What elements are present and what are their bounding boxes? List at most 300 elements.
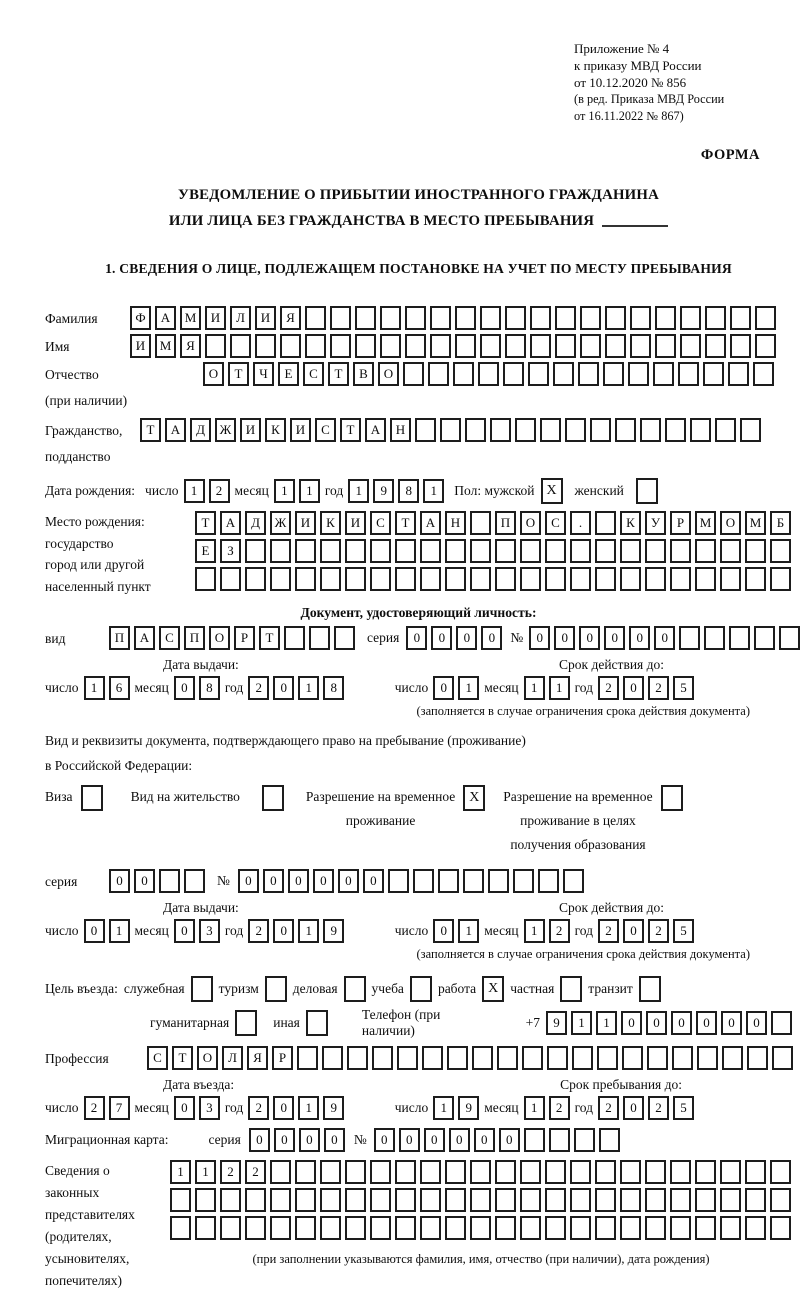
- char-cell[interactable]: [690, 418, 711, 442]
- char-cell[interactable]: 0: [338, 869, 359, 893]
- char-cell[interactable]: [747, 1046, 768, 1070]
- char-cell[interactable]: 0: [481, 626, 502, 650]
- char-cell[interactable]: [645, 1160, 666, 1184]
- char-cell[interactable]: [745, 1216, 766, 1240]
- char-cell[interactable]: С: [545, 511, 566, 535]
- char-cell[interactable]: 2: [248, 919, 269, 943]
- char-cell[interactable]: [270, 539, 291, 563]
- char-cell[interactable]: [770, 1216, 791, 1240]
- char-cell[interactable]: О: [720, 511, 741, 535]
- char-cell[interactable]: 0: [424, 1128, 445, 1152]
- char-cell[interactable]: [563, 869, 584, 893]
- char-cell[interactable]: 8: [199, 676, 220, 700]
- char-cell[interactable]: 2: [549, 1096, 570, 1120]
- char-cell[interactable]: 0: [399, 1128, 420, 1152]
- char-cell[interactable]: [195, 1188, 216, 1212]
- char-cell[interactable]: Ж: [215, 418, 236, 442]
- char-cell[interactable]: [720, 1188, 741, 1212]
- char-cell[interactable]: З: [220, 539, 241, 563]
- char-cell[interactable]: [605, 334, 626, 358]
- char-cell[interactable]: [395, 1160, 416, 1184]
- char-cell[interactable]: Т: [140, 418, 161, 442]
- char-cell[interactable]: [320, 1188, 341, 1212]
- char-cell[interactable]: М: [180, 306, 201, 330]
- char-cell[interactable]: [480, 334, 501, 358]
- char-cell[interactable]: [295, 1188, 316, 1212]
- char-cell[interactable]: [620, 539, 641, 563]
- char-cell[interactable]: [720, 1160, 741, 1184]
- char-cell[interactable]: [422, 1046, 443, 1070]
- char-cell[interactable]: 1: [299, 479, 320, 503]
- char-cell[interactable]: [470, 539, 491, 563]
- char-cell[interactable]: [430, 306, 451, 330]
- char-cell[interactable]: [420, 567, 441, 591]
- char-cell[interactable]: [704, 626, 725, 650]
- char-cell[interactable]: 3: [199, 919, 220, 943]
- char-cell[interactable]: [205, 334, 226, 358]
- char-cell[interactable]: 9: [373, 479, 394, 503]
- char-cell[interactable]: 2: [648, 676, 669, 700]
- char-cell[interactable]: 1: [524, 676, 545, 700]
- char-cell[interactable]: [270, 1160, 291, 1184]
- char-cell[interactable]: 9: [546, 1011, 567, 1035]
- char-cell[interactable]: [428, 362, 449, 386]
- char-cell[interactable]: [745, 1160, 766, 1184]
- char-cell[interactable]: 0: [406, 626, 427, 650]
- char-cell[interactable]: 0: [174, 1096, 195, 1120]
- char-cell[interactable]: 1: [84, 676, 105, 700]
- char-cell[interactable]: [159, 869, 180, 893]
- char-cell[interactable]: 0: [474, 1128, 495, 1152]
- char-cell[interactable]: [445, 1216, 466, 1240]
- char-cell[interactable]: 0: [263, 869, 284, 893]
- char-cell[interactable]: [270, 567, 291, 591]
- char-cell[interactable]: 0: [274, 1128, 295, 1152]
- char-cell[interactable]: 0: [313, 869, 334, 893]
- char-cell[interactable]: М: [745, 511, 766, 535]
- char-cell[interactable]: [530, 334, 551, 358]
- char-cell[interactable]: О: [197, 1046, 218, 1070]
- char-cell[interactable]: 0: [449, 1128, 470, 1152]
- char-cell[interactable]: 2: [598, 676, 619, 700]
- char-cell[interactable]: [730, 306, 751, 330]
- char-cell[interactable]: [522, 1046, 543, 1070]
- char-cell[interactable]: 1: [524, 919, 545, 943]
- purpose-tourism-checkbox[interactable]: [265, 976, 287, 1002]
- char-cell[interactable]: 1: [549, 676, 570, 700]
- char-cell[interactable]: [730, 334, 751, 358]
- char-cell[interactable]: 5: [673, 676, 694, 700]
- char-cell[interactable]: И: [345, 511, 366, 535]
- char-cell[interactable]: 2: [248, 1096, 269, 1120]
- char-cell[interactable]: Р: [234, 626, 255, 650]
- char-cell[interactable]: [595, 1216, 616, 1240]
- sex-female-checkbox[interactable]: [636, 478, 658, 504]
- char-cell[interactable]: [722, 1046, 743, 1070]
- char-cell[interactable]: [597, 1046, 618, 1070]
- char-cell[interactable]: [397, 1046, 418, 1070]
- char-cell[interactable]: [297, 1046, 318, 1070]
- char-cell[interactable]: [655, 306, 676, 330]
- char-cell[interactable]: [545, 539, 566, 563]
- char-cell[interactable]: [345, 1216, 366, 1240]
- char-cell[interactable]: [370, 539, 391, 563]
- char-cell[interactable]: 1: [298, 919, 319, 943]
- char-cell[interactable]: [270, 1188, 291, 1212]
- char-cell[interactable]: 2: [209, 479, 230, 503]
- char-cell[interactable]: С: [370, 511, 391, 535]
- char-cell[interactable]: 0: [324, 1128, 345, 1152]
- char-cell[interactable]: 0: [746, 1011, 767, 1035]
- char-cell[interactable]: 0: [721, 1011, 742, 1035]
- char-cell[interactable]: [515, 418, 536, 442]
- char-cell[interactable]: И: [240, 418, 261, 442]
- char-cell[interactable]: Л: [230, 306, 251, 330]
- char-cell[interactable]: [420, 1160, 441, 1184]
- char-cell[interactable]: [740, 418, 761, 442]
- char-cell[interactable]: [470, 567, 491, 591]
- char-cell[interactable]: [345, 1188, 366, 1212]
- char-cell[interactable]: [380, 334, 401, 358]
- char-cell[interactable]: [553, 362, 574, 386]
- purpose-transit-checkbox[interactable]: [639, 976, 661, 1002]
- char-cell[interactable]: [672, 1046, 693, 1070]
- char-cell[interactable]: [370, 1216, 391, 1240]
- char-cell[interactable]: [520, 1160, 541, 1184]
- char-cell[interactable]: Т: [195, 511, 216, 535]
- char-cell[interactable]: [645, 567, 666, 591]
- char-cell[interactable]: [284, 626, 305, 650]
- char-cell[interactable]: С: [315, 418, 336, 442]
- char-cell[interactable]: 1: [596, 1011, 617, 1035]
- char-cell[interactable]: [771, 1011, 792, 1035]
- char-cell[interactable]: [520, 567, 541, 591]
- char-cell[interactable]: [578, 362, 599, 386]
- char-cell[interactable]: О: [520, 511, 541, 535]
- char-cell[interactable]: [320, 1160, 341, 1184]
- char-cell[interactable]: 1: [298, 1096, 319, 1120]
- char-cell[interactable]: [255, 334, 276, 358]
- char-cell[interactable]: 1: [458, 676, 479, 700]
- char-cell[interactable]: [770, 1160, 791, 1184]
- char-cell[interactable]: [620, 1188, 641, 1212]
- char-cell[interactable]: М: [155, 334, 176, 358]
- char-cell[interactable]: [345, 567, 366, 591]
- char-cell[interactable]: [770, 567, 791, 591]
- char-cell[interactable]: [380, 306, 401, 330]
- char-cell[interactable]: [595, 539, 616, 563]
- char-cell[interactable]: [570, 1160, 591, 1184]
- char-cell[interactable]: Т: [259, 626, 280, 650]
- char-cell[interactable]: [184, 869, 205, 893]
- char-cell[interactable]: П: [109, 626, 130, 650]
- char-cell[interactable]: [620, 1216, 641, 1240]
- char-cell[interactable]: 1: [458, 919, 479, 943]
- char-cell[interactable]: [334, 626, 355, 650]
- char-cell[interactable]: [320, 567, 341, 591]
- char-cell[interactable]: [645, 539, 666, 563]
- char-cell[interactable]: 0: [84, 919, 105, 943]
- char-cell[interactable]: [720, 1216, 741, 1240]
- char-cell[interactable]: 0: [374, 1128, 395, 1152]
- char-cell[interactable]: [245, 1216, 266, 1240]
- char-cell[interactable]: 0: [623, 1096, 644, 1120]
- char-cell[interactable]: [330, 334, 351, 358]
- char-cell[interactable]: [574, 1128, 595, 1152]
- char-cell[interactable]: [463, 869, 484, 893]
- char-cell[interactable]: [770, 539, 791, 563]
- char-cell[interactable]: [647, 1046, 668, 1070]
- purpose-private-checkbox[interactable]: [560, 976, 582, 1002]
- char-cell[interactable]: 2: [84, 1096, 105, 1120]
- char-cell[interactable]: [680, 334, 701, 358]
- char-cell[interactable]: 1: [195, 1160, 216, 1184]
- char-cell[interactable]: [549, 1128, 570, 1152]
- char-cell[interactable]: [347, 1046, 368, 1070]
- char-cell[interactable]: 0: [646, 1011, 667, 1035]
- char-cell[interactable]: П: [184, 626, 205, 650]
- char-cell[interactable]: 0: [174, 676, 195, 700]
- char-cell[interactable]: [403, 362, 424, 386]
- char-cell[interactable]: 1: [109, 919, 130, 943]
- char-cell[interactable]: [447, 1046, 468, 1070]
- char-cell[interactable]: Л: [222, 1046, 243, 1070]
- char-cell[interactable]: [720, 539, 741, 563]
- char-cell[interactable]: [570, 567, 591, 591]
- char-cell[interactable]: [630, 334, 651, 358]
- char-cell[interactable]: [495, 1160, 516, 1184]
- char-cell[interactable]: 2: [549, 919, 570, 943]
- char-cell[interactable]: [470, 511, 491, 535]
- char-cell[interactable]: Я: [247, 1046, 268, 1070]
- char-cell[interactable]: [545, 567, 566, 591]
- char-cell[interactable]: 0: [529, 626, 550, 650]
- char-cell[interactable]: Е: [278, 362, 299, 386]
- char-cell[interactable]: [370, 567, 391, 591]
- char-cell[interactable]: 0: [109, 869, 130, 893]
- char-cell[interactable]: 0: [134, 869, 155, 893]
- char-cell[interactable]: [355, 334, 376, 358]
- char-cell[interactable]: [495, 1188, 516, 1212]
- char-cell[interactable]: [230, 334, 251, 358]
- char-cell[interactable]: 0: [621, 1011, 642, 1035]
- char-cell[interactable]: [524, 1128, 545, 1152]
- char-cell[interactable]: [670, 1216, 691, 1240]
- char-cell[interactable]: 2: [245, 1160, 266, 1184]
- char-cell[interactable]: [472, 1046, 493, 1070]
- char-cell[interactable]: [345, 539, 366, 563]
- char-cell[interactable]: А: [134, 626, 155, 650]
- purpose-official-checkbox[interactable]: [191, 976, 213, 1002]
- char-cell[interactable]: Ф: [130, 306, 151, 330]
- char-cell[interactable]: [503, 362, 524, 386]
- char-cell[interactable]: [620, 567, 641, 591]
- char-cell[interactable]: [405, 334, 426, 358]
- char-cell[interactable]: [413, 869, 434, 893]
- purpose-humanitarian-checkbox[interactable]: [235, 1010, 257, 1036]
- purpose-business-checkbox[interactable]: [344, 976, 366, 1002]
- char-cell[interactable]: [570, 539, 591, 563]
- char-cell[interactable]: 1: [524, 1096, 545, 1120]
- char-cell[interactable]: [772, 1046, 793, 1070]
- char-cell[interactable]: 9: [323, 919, 344, 943]
- char-cell[interactable]: [330, 306, 351, 330]
- char-cell[interactable]: [270, 1216, 291, 1240]
- char-cell[interactable]: Д: [190, 418, 211, 442]
- char-cell[interactable]: 0: [299, 1128, 320, 1152]
- char-cell[interactable]: [655, 334, 676, 358]
- char-cell[interactable]: [530, 306, 551, 330]
- char-cell[interactable]: [565, 418, 586, 442]
- char-cell[interactable]: Т: [172, 1046, 193, 1070]
- char-cell[interactable]: 5: [673, 919, 694, 943]
- char-cell[interactable]: 2: [648, 919, 669, 943]
- char-cell[interactable]: И: [205, 306, 226, 330]
- char-cell[interactable]: 0: [579, 626, 600, 650]
- char-cell[interactable]: [490, 418, 511, 442]
- char-cell[interactable]: [395, 1216, 416, 1240]
- char-cell[interactable]: [670, 567, 691, 591]
- char-cell[interactable]: [670, 1188, 691, 1212]
- char-cell[interactable]: 0: [433, 676, 454, 700]
- char-cell[interactable]: [455, 306, 476, 330]
- char-cell[interactable]: 3: [199, 1096, 220, 1120]
- char-cell[interactable]: [370, 1188, 391, 1212]
- char-cell[interactable]: [245, 539, 266, 563]
- temp-residence-checkbox[interactable]: X: [463, 785, 485, 811]
- char-cell[interactable]: [703, 362, 724, 386]
- char-cell[interactable]: [728, 362, 749, 386]
- char-cell[interactable]: 0: [623, 919, 644, 943]
- char-cell[interactable]: 1: [298, 676, 319, 700]
- char-cell[interactable]: Ч: [253, 362, 274, 386]
- char-cell[interactable]: [680, 306, 701, 330]
- char-cell[interactable]: [695, 1188, 716, 1212]
- char-cell[interactable]: [595, 567, 616, 591]
- char-cell[interactable]: [345, 1160, 366, 1184]
- char-cell[interactable]: [438, 869, 459, 893]
- char-cell[interactable]: [572, 1046, 593, 1070]
- char-cell[interactable]: [679, 626, 700, 650]
- char-cell[interactable]: [420, 1216, 441, 1240]
- char-cell[interactable]: 5: [673, 1096, 694, 1120]
- char-cell[interactable]: К: [620, 511, 641, 535]
- char-cell[interactable]: [595, 1160, 616, 1184]
- char-cell[interactable]: [755, 334, 776, 358]
- char-cell[interactable]: [395, 1188, 416, 1212]
- char-cell[interactable]: 0: [554, 626, 575, 650]
- char-cell[interactable]: [445, 567, 466, 591]
- visa-checkbox[interactable]: [81, 785, 103, 811]
- char-cell[interactable]: [665, 418, 686, 442]
- char-cell[interactable]: А: [220, 511, 241, 535]
- sex-male-checkbox[interactable]: X: [541, 478, 563, 504]
- char-cell[interactable]: 0: [273, 1096, 294, 1120]
- char-cell[interactable]: [470, 1216, 491, 1240]
- char-cell[interactable]: А: [155, 306, 176, 330]
- char-cell[interactable]: [170, 1188, 191, 1212]
- char-cell[interactable]: Т: [328, 362, 349, 386]
- char-cell[interactable]: [440, 418, 461, 442]
- char-cell[interactable]: [505, 334, 526, 358]
- char-cell[interactable]: [599, 1128, 620, 1152]
- char-cell[interactable]: [195, 567, 216, 591]
- char-cell[interactable]: 6: [109, 676, 130, 700]
- char-cell[interactable]: [555, 334, 576, 358]
- char-cell[interactable]: [295, 1216, 316, 1240]
- char-cell[interactable]: [695, 1160, 716, 1184]
- char-cell[interactable]: [729, 626, 750, 650]
- char-cell[interactable]: Я: [180, 334, 201, 358]
- char-cell[interactable]: [370, 1160, 391, 1184]
- char-cell[interactable]: [220, 1188, 241, 1212]
- char-cell[interactable]: [620, 1160, 641, 1184]
- char-cell[interactable]: К: [320, 511, 341, 535]
- char-cell[interactable]: [355, 306, 376, 330]
- char-cell[interactable]: О: [378, 362, 399, 386]
- char-cell[interactable]: 0: [456, 626, 477, 650]
- char-cell[interactable]: С: [303, 362, 324, 386]
- char-cell[interactable]: [547, 1046, 568, 1070]
- char-cell[interactable]: [670, 1160, 691, 1184]
- char-cell[interactable]: [745, 539, 766, 563]
- char-cell[interactable]: 2: [598, 1096, 619, 1120]
- char-cell[interactable]: 0: [238, 869, 259, 893]
- char-cell[interactable]: [580, 334, 601, 358]
- char-cell[interactable]: [570, 1188, 591, 1212]
- char-cell[interactable]: [430, 334, 451, 358]
- purpose-study-checkbox[interactable]: [410, 976, 432, 1002]
- char-cell[interactable]: [305, 334, 326, 358]
- char-cell[interactable]: [395, 567, 416, 591]
- char-cell[interactable]: [755, 306, 776, 330]
- char-cell[interactable]: М: [695, 511, 716, 535]
- char-cell[interactable]: 1: [423, 479, 444, 503]
- char-cell[interactable]: 0: [288, 869, 309, 893]
- char-cell[interactable]: [245, 1188, 266, 1212]
- char-cell[interactable]: [622, 1046, 643, 1070]
- char-cell[interactable]: [445, 1160, 466, 1184]
- char-cell[interactable]: [705, 306, 726, 330]
- char-cell[interactable]: [372, 1046, 393, 1070]
- char-cell[interactable]: О: [209, 626, 230, 650]
- char-cell[interactable]: [495, 539, 516, 563]
- char-cell[interactable]: [595, 511, 616, 535]
- char-cell[interactable]: 1: [433, 1096, 454, 1120]
- char-cell[interactable]: [570, 1216, 591, 1240]
- char-cell[interactable]: [540, 418, 561, 442]
- char-cell[interactable]: [580, 306, 601, 330]
- char-cell[interactable]: [445, 539, 466, 563]
- char-cell[interactable]: [715, 418, 736, 442]
- char-cell[interactable]: [697, 1046, 718, 1070]
- char-cell[interactable]: [305, 306, 326, 330]
- char-cell[interactable]: А: [365, 418, 386, 442]
- char-cell[interactable]: [388, 869, 409, 893]
- char-cell[interactable]: 0: [629, 626, 650, 650]
- char-cell[interactable]: [678, 362, 699, 386]
- char-cell[interactable]: 0: [273, 676, 294, 700]
- char-cell[interactable]: 0: [671, 1011, 692, 1035]
- char-cell[interactable]: [495, 1216, 516, 1240]
- char-cell[interactable]: 0: [273, 919, 294, 943]
- char-cell[interactable]: [513, 869, 534, 893]
- char-cell[interactable]: [720, 567, 741, 591]
- char-cell[interactable]: [320, 1216, 341, 1240]
- char-cell[interactable]: [405, 306, 426, 330]
- char-cell[interactable]: [555, 306, 576, 330]
- char-cell[interactable]: [615, 418, 636, 442]
